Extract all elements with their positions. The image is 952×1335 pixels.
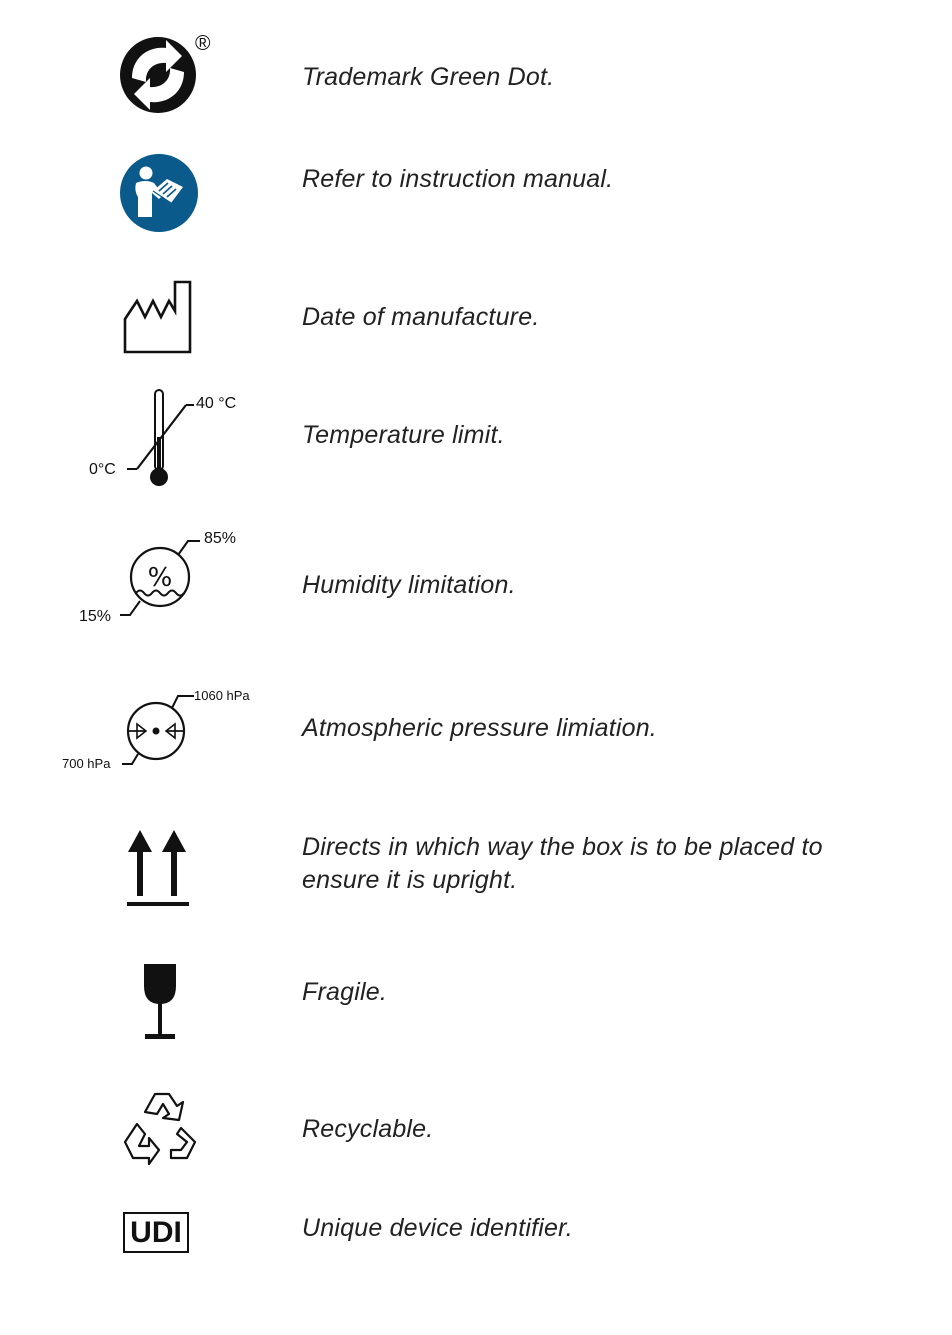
- description-this-way-up: Directs in which way the box is to be placed to ensure it is upright.: [302, 833, 823, 894]
- pressure-icon: [118, 692, 198, 770]
- description-green-dot: Trademark Green Dot.: [302, 63, 555, 91]
- instruction-manual-icon: [119, 153, 199, 233]
- temperature-lower-label: 0°C: [89, 461, 116, 478]
- humidity-icon: [120, 535, 202, 623]
- recycle-icon: [119, 1088, 201, 1166]
- fragile-glass-icon: [141, 962, 181, 1042]
- description-humidity-limitation: Humidity limitation.: [302, 571, 516, 599]
- pressure-lower-label: 700 hPa: [62, 756, 111, 771]
- description-atmospheric-pressure: Atmospheric pressure limiation.: [302, 714, 657, 742]
- udi-icon: [123, 1212, 189, 1253]
- description-temperature-limit: Temperature limit.: [302, 421, 505, 449]
- pressure-upper-label: 1060 hPa: [194, 688, 250, 703]
- description-date-of-manufacture: Date of manufacture.: [302, 303, 540, 331]
- humidity-upper-label: 85%: [204, 530, 237, 547]
- description-fragile: Fragile.: [302, 978, 387, 1006]
- this-way-up-icon: [127, 828, 191, 908]
- thermometer-icon: [124, 387, 194, 489]
- description-instruction-manual: Refer to instruction manual.: [302, 165, 614, 193]
- svg-text:%: %: [147, 563, 173, 593]
- description-recyclable: Recyclable.: [302, 1115, 434, 1143]
- udi-label: UDI: [130, 1215, 182, 1249]
- description-unique-device-identifier: Unique device identifier.: [302, 1214, 573, 1242]
- humidity-lower-label: 15%: [79, 608, 112, 625]
- factory-icon: [123, 279, 193, 355]
- registered-mark: ®: [195, 32, 211, 55]
- temperature-upper-label: 40 °C: [196, 395, 237, 412]
